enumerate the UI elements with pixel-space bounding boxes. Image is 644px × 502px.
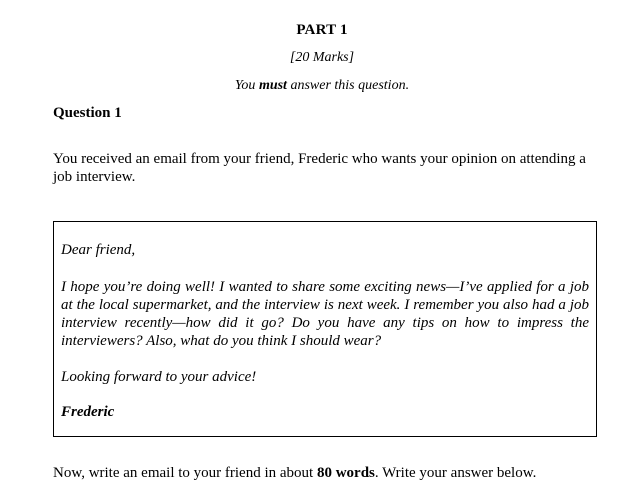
part-title: PART 1 (296, 22, 348, 38)
question-prompt: You received an email from your friend, Frederic who wants your opinion on attending a job interview. (53, 151, 586, 185)
marks-label: [20 Marks] (289, 50, 355, 65)
must-line-post: answer this question. (286, 78, 410, 93)
must-line-bold: must (258, 78, 287, 93)
instruction-post: . Write your answer below. (374, 465, 537, 481)
word-count: 80 words (316, 465, 375, 481)
email-body: I hope you’re doing well! I wanted to share some exciting news—I’ve applied for a job at the local supermarket, and the interview is next week. I remember you also had a job interview recently—how did it go? Do you have any tips on how to impress the interviewers? Also, what do you think I should wear? (61, 279, 589, 349)
email-closing: Looking forward to your advice! (61, 369, 257, 385)
email-greeting: Dear friend, (61, 242, 136, 258)
must-line-pre: You (234, 78, 259, 93)
writing-instruction (53, 465, 536, 482)
question-label: Question 1 (53, 105, 122, 121)
instruction-pre: Now, write an email to your friend in about (53, 465, 317, 481)
email-box (53, 221, 597, 437)
instruction-must-answer (0, 78, 644, 94)
email-signature: Frederic (61, 404, 115, 420)
